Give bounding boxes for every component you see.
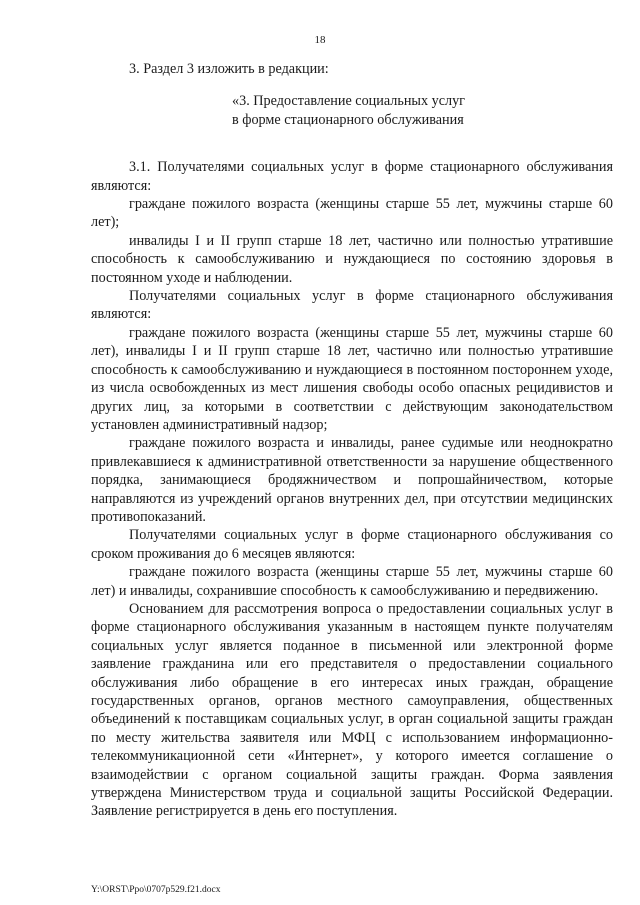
- paragraph: граждане пожилого возраста (женщины старше 55 лет, мужчины старше 60 лет);: [91, 196, 613, 231]
- paragraph: 3.1. Получателями социальных услуг в форме стационарного обслуживания являются:: [91, 159, 613, 194]
- paragraph: Получателями социальных услуг в форме стационарного обслуживания со сроком проживания до 6 месяцев являются:: [91, 527, 613, 562]
- section-heading: [232, 92, 613, 129]
- amendment-intro: 3. Раздел 3 изложить в редакции:: [129, 61, 329, 77]
- paragraph: инвалиды I и II групп старше 18 лет, частично или полностью утратившие способность к самообслуживанию и нуждающиеся по состоянию здоровья в постоянном уходе и наблюдении.: [91, 232, 613, 286]
- paragraph: Получателями социальных услуг в форме стационарного обслуживания являются:: [91, 288, 613, 323]
- file-path-footer: Y:\ORST\Ppo\0707p529.f21.docx: [91, 885, 221, 895]
- paragraph: Основанием для рассмотрения вопроса о предоставлении социальных услуг в форме стационарного обслуживания указанным в настоящем пункте получателям социальных услуг является поданное в письменной или электронной форме заявление гражданина или его представителя о предоставлении социального обслуживания либо обращение в его интересах иных граждан, обращение государственных органов, органов местного самоуправления, общественных объединений к поставщикам социальных услуг, в орган социальной защиты граждан по месту жительства заявителя или МФЦ с использованием информационно-телекоммуникационной сети «Интернет», у которого имеется соглашение о взаимодействии с органом социальной защиты граждан. Форма заявления утверждена Министерством труда и социальной защиты Российской Федерации. Заявление регистрируется в день его поступления.: [91, 600, 613, 820]
- page-number: 18: [314, 34, 326, 46]
- section-heading-line-1: «3. Предоставление социальных услуг: [232, 93, 465, 110]
- paragraph: граждане пожилого возраста (женщины старше 55 лет, мужчины старше 60 лет), инвалиды I и II групп старше 18 лет, частично или полностью утратившие способность к самообслуживанию и нуждающиеся в постоянном постороннем уходе, из числа освобожденных из мест лишения свободы особо опасных рецидивистов и других лиц, за которыми в соответствии с действующим законодательством установлен административный надзор;: [91, 324, 613, 433]
- document-body: [91, 60, 613, 821]
- section-heading-line-2: в форме стационарного обслуживания: [232, 111, 464, 128]
- paragraph: граждане пожилого возраста (женщины старше 55 лет, мужчины старше 60 лет) и инвалиды, сохранившие способность к самообслуживанию и передвижению.: [91, 564, 613, 599]
- paragraph: граждане пожилого возраста и инвалиды, ранее судимые или неоднократно привлекавшиеся к административной ответственности за нарушение общественного порядка, занимающиеся бродяжничеством и попрошайничеством, которые направляются из учреждений органов внутренних дел, при отсутствии медицинских противопоказаний.: [91, 435, 613, 525]
